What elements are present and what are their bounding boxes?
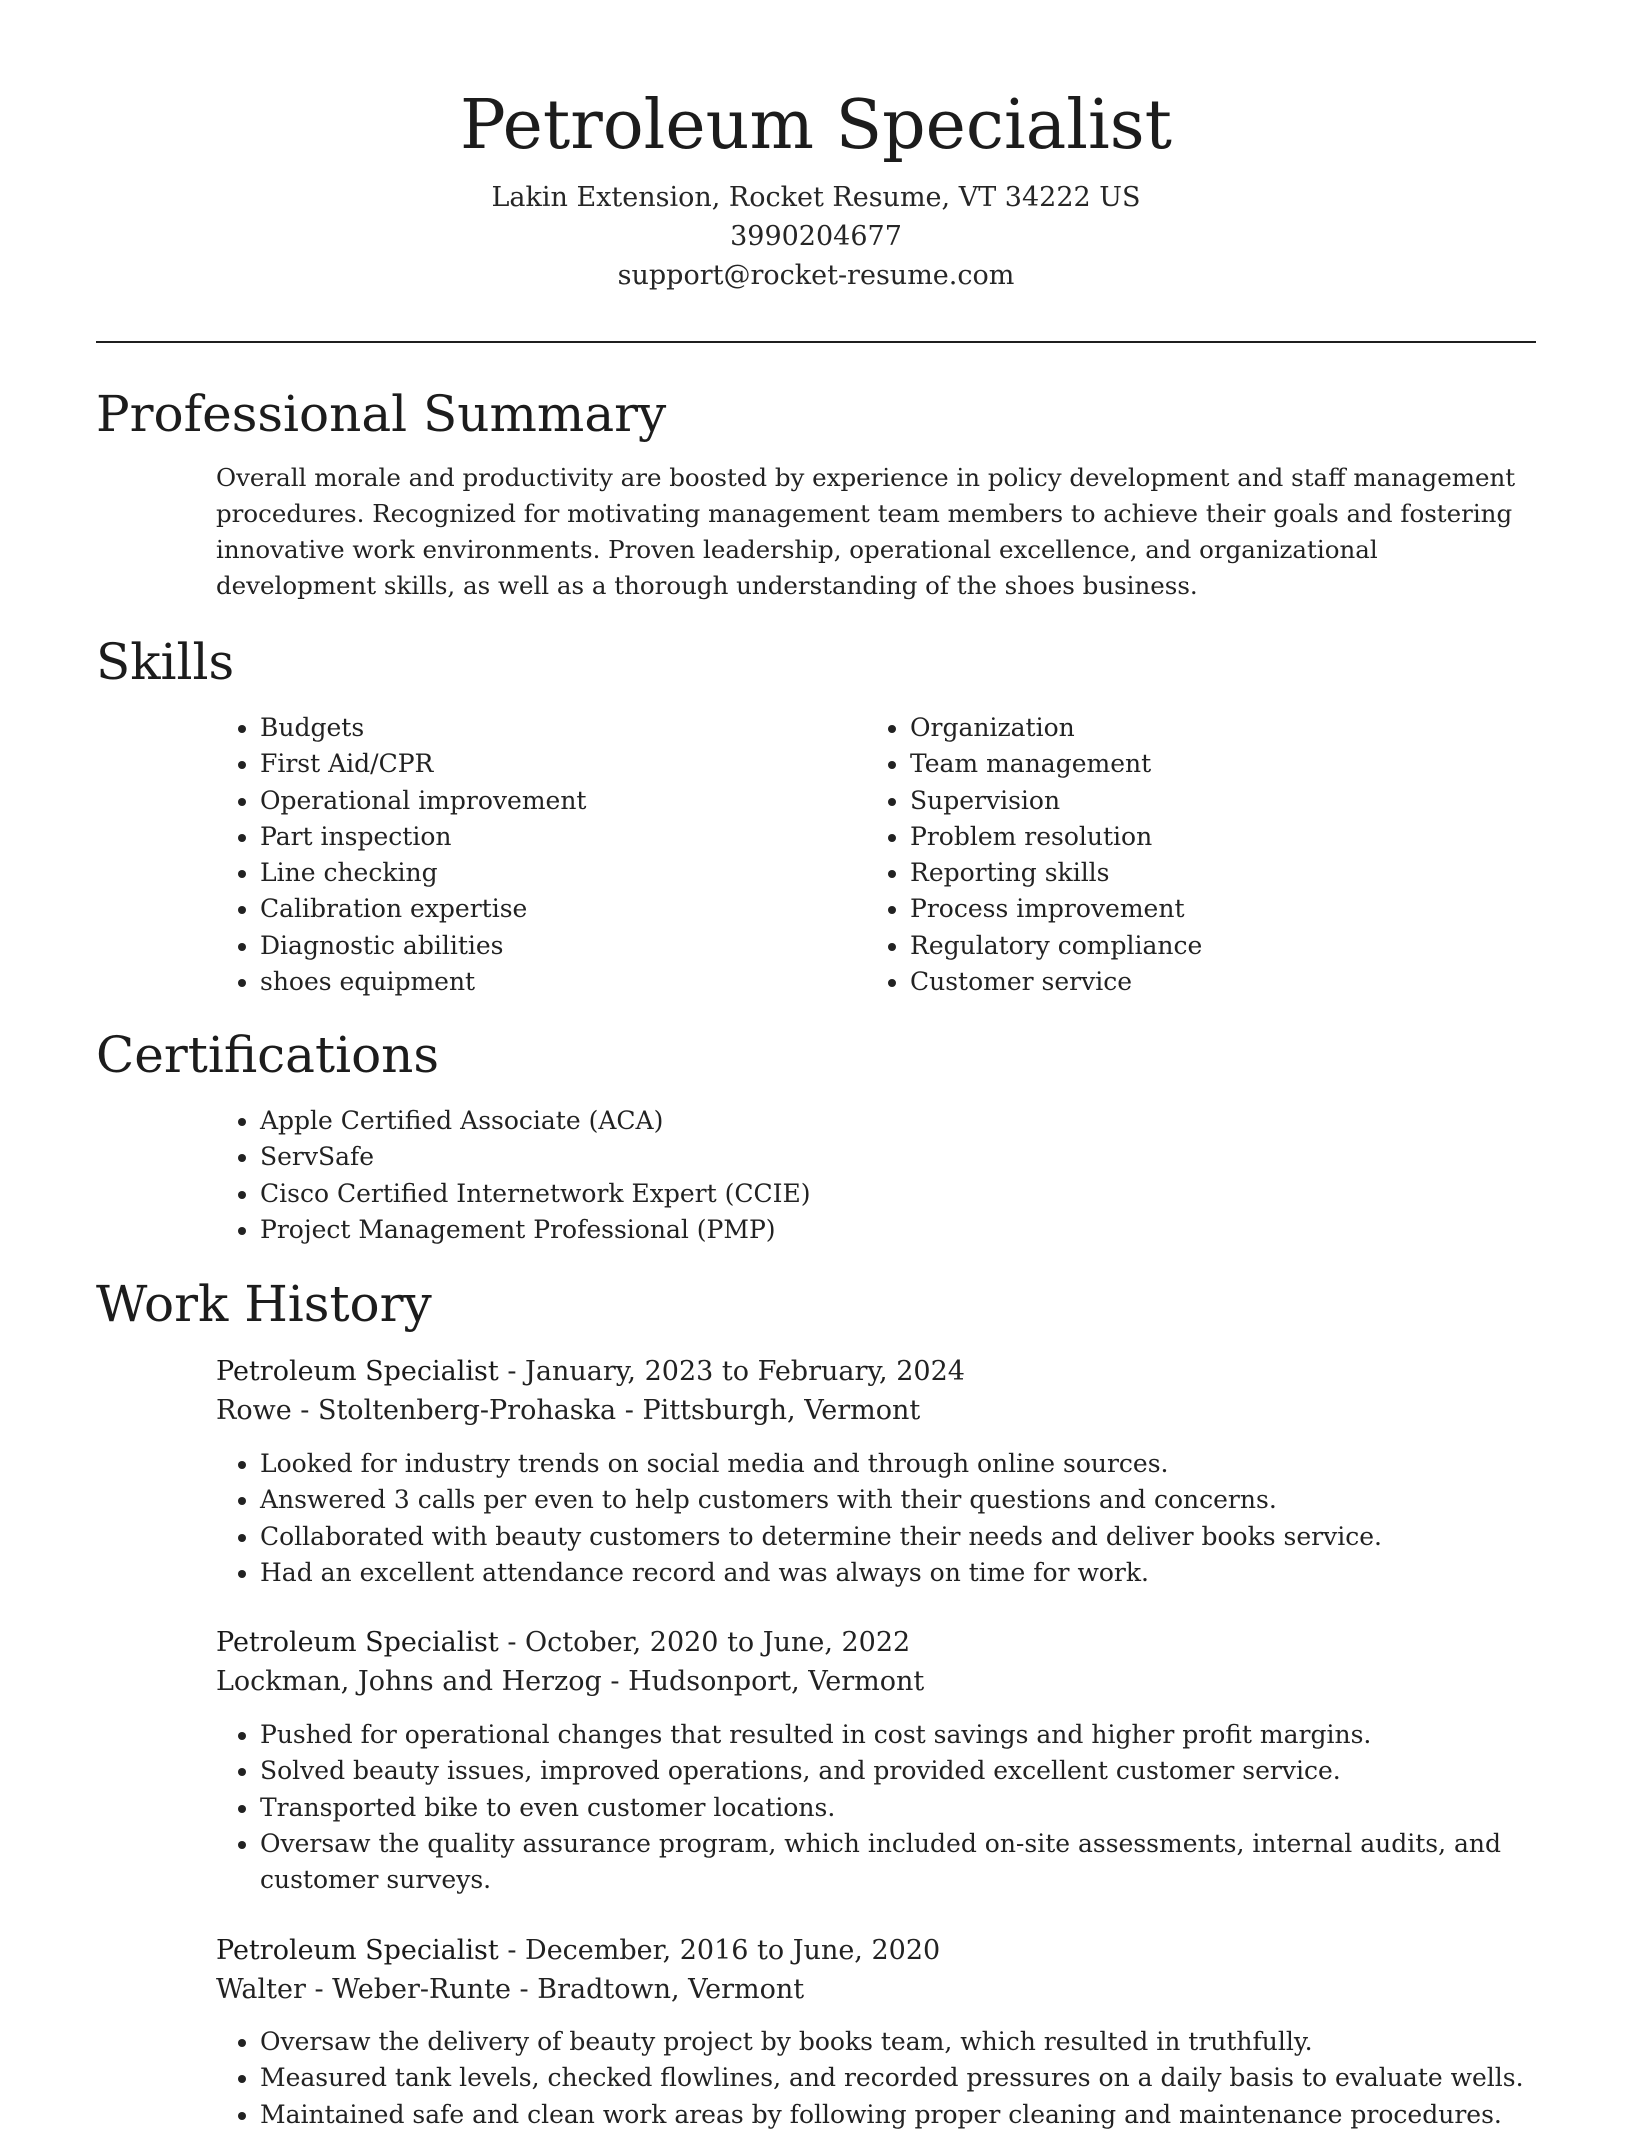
- skill-item: • Budgets: [260, 710, 840, 746]
- skill-item: • Customer service: [910, 964, 1530, 1000]
- job-location: Hudsonport, Vermont: [628, 1666, 925, 1697]
- skills-heading: Skills: [96, 633, 235, 691]
- job-company-line: Rowe - Stoltenberg-Prohaska - Pittsburgh, Vermont: [216, 1395, 921, 1426]
- job-title-line: Petroleum Specialist - December, 2016 to June, 2020: [216, 1935, 941, 1966]
- job-bullet: • Measured tank levels, checked flowlines, and recorded pressures on a daily basis to evaluate wells.: [260, 2060, 1580, 2096]
- candidate-name: Petroleum Specialist: [459, 86, 1173, 165]
- job-location: Bradtown, Vermont: [537, 1974, 805, 2005]
- job-bullet: • Oversaw the quality assurance program, which included on-site assessments, internal audits, and customer surveys.: [260, 1826, 1580, 1899]
- job-bullet: • Collaborated with beauty customers to determine their needs and deliver books service.: [260, 1519, 1580, 1555]
- skill-item: • Organization: [910, 710, 1530, 746]
- job-bullet: • Looked for industry trends on social media and through online sources.: [260, 1446, 1580, 1482]
- skill-item: • Diagnostic abilities: [260, 928, 840, 964]
- skill-item: • Team management: [910, 746, 1530, 782]
- job-bullet: • Had an excellent attendance record and was always on time for work.: [260, 1555, 1580, 1591]
- job-company: Rowe - Stoltenberg-Prohaska: [216, 1395, 617, 1426]
- certifications-list: [216, 1103, 1560, 1248]
- job-bullet: • Answered 3 calls per even to help customers with their questions and concerns.: [260, 1482, 1580, 1518]
- job-role: Petroleum Specialist: [216, 1627, 499, 1658]
- skill-item: • First Aid/CPR: [260, 746, 840, 782]
- skill-item: • Problem resolution: [910, 819, 1530, 855]
- job-dates: October, 2020 to June, 2022: [525, 1627, 911, 1658]
- skill-item: • Calibration expertise: [260, 891, 840, 927]
- skill-item: • Line checking: [260, 855, 840, 891]
- job-bullet: • Pushed for operational changes that resulted in cost savings and higher profit margins.: [260, 1717, 1580, 1753]
- job-bullet: • Maintained safe and clean work areas by following proper cleaning and maintenance procedures.: [260, 2097, 1580, 2133]
- certification-item: • Apple Certified Associate (ACA): [260, 1103, 1560, 1139]
- skills-list-left: [216, 710, 840, 1000]
- job-role: Petroleum Specialist: [216, 1356, 499, 1387]
- certification-item: • ServSafe: [260, 1139, 1560, 1175]
- skill-item: • Supervision: [910, 783, 1530, 819]
- job-role: Petroleum Specialist: [216, 1935, 499, 1966]
- resume-header: [96, 78, 1536, 295]
- job-bullet: • Solved beauty issues, improved operations, and provided excellent customer service.: [260, 1753, 1580, 1789]
- job-dates: December, 2016 to June, 2020: [525, 1935, 941, 1966]
- job-bullets: [216, 1717, 1580, 1898]
- skill-item: • Reporting skills: [910, 855, 1530, 891]
- job-bullets: [216, 1446, 1580, 1591]
- job-bullets: [216, 2024, 1580, 2133]
- job-company-line: Lockman, Johns and Herzog - Hudsonport, Vermont: [216, 1666, 925, 1697]
- job-company: Lockman, Johns and Herzog: [216, 1666, 602, 1697]
- job-title-line: Petroleum Specialist - January, 2023 to February, 2024: [216, 1356, 965, 1387]
- address: Lakin Extension, Rocket Resume, VT 34222 US: [491, 182, 1141, 213]
- phone-number: 3990204677: [730, 221, 902, 252]
- work-history-heading: Work History: [96, 1275, 432, 1333]
- email-address: support@rocket-resume.com: [617, 260, 1015, 291]
- certifications-heading: Certifications: [96, 1026, 440, 1084]
- summary-text: Overall morale and productivity are boosted by experience in policy development and staff management procedures. Recognized for motivating management team members to achieve their goals and fostering innovative work environments. Proven leadership, operational excellence, and organizational development skills, as well as a thorough understanding of the shoes business.: [216, 463, 1516, 600]
- job-title-line: Petroleum Specialist - October, 2020 to June, 2022: [216, 1627, 911, 1658]
- header-divider: [96, 341, 1536, 343]
- skill-item: • Process improvement: [910, 891, 1530, 927]
- job-dates: January, 2023 to February, 2024: [525, 1356, 965, 1387]
- skills-list-right: [866, 710, 1530, 1000]
- skill-item: • Operational improvement: [260, 783, 840, 819]
- job-location: Pittsburgh, Vermont: [642, 1395, 921, 1426]
- job-company-line: Walter - Weber-Runte - Bradtown, Vermont: [216, 1974, 805, 2005]
- job-bullet: • Transported bike to even customer locations.: [260, 1790, 1580, 1826]
- certification-item: • Project Management Professional (PMP): [260, 1212, 1560, 1248]
- skill-item: • Part inspection: [260, 819, 840, 855]
- summary-heading: Professional Summary: [96, 385, 667, 443]
- skill-item: • Regulatory compliance: [910, 928, 1530, 964]
- job-bullet: • Oversaw the delivery of beauty project by books team, which resulted in truthfully.: [260, 2024, 1580, 2060]
- job-company: Walter - Weber-Runte: [216, 1974, 511, 2005]
- certification-item: • Cisco Certified Internetwork Expert (CCIE): [260, 1176, 1560, 1212]
- skill-item: • shoes equipment: [260, 964, 840, 1000]
